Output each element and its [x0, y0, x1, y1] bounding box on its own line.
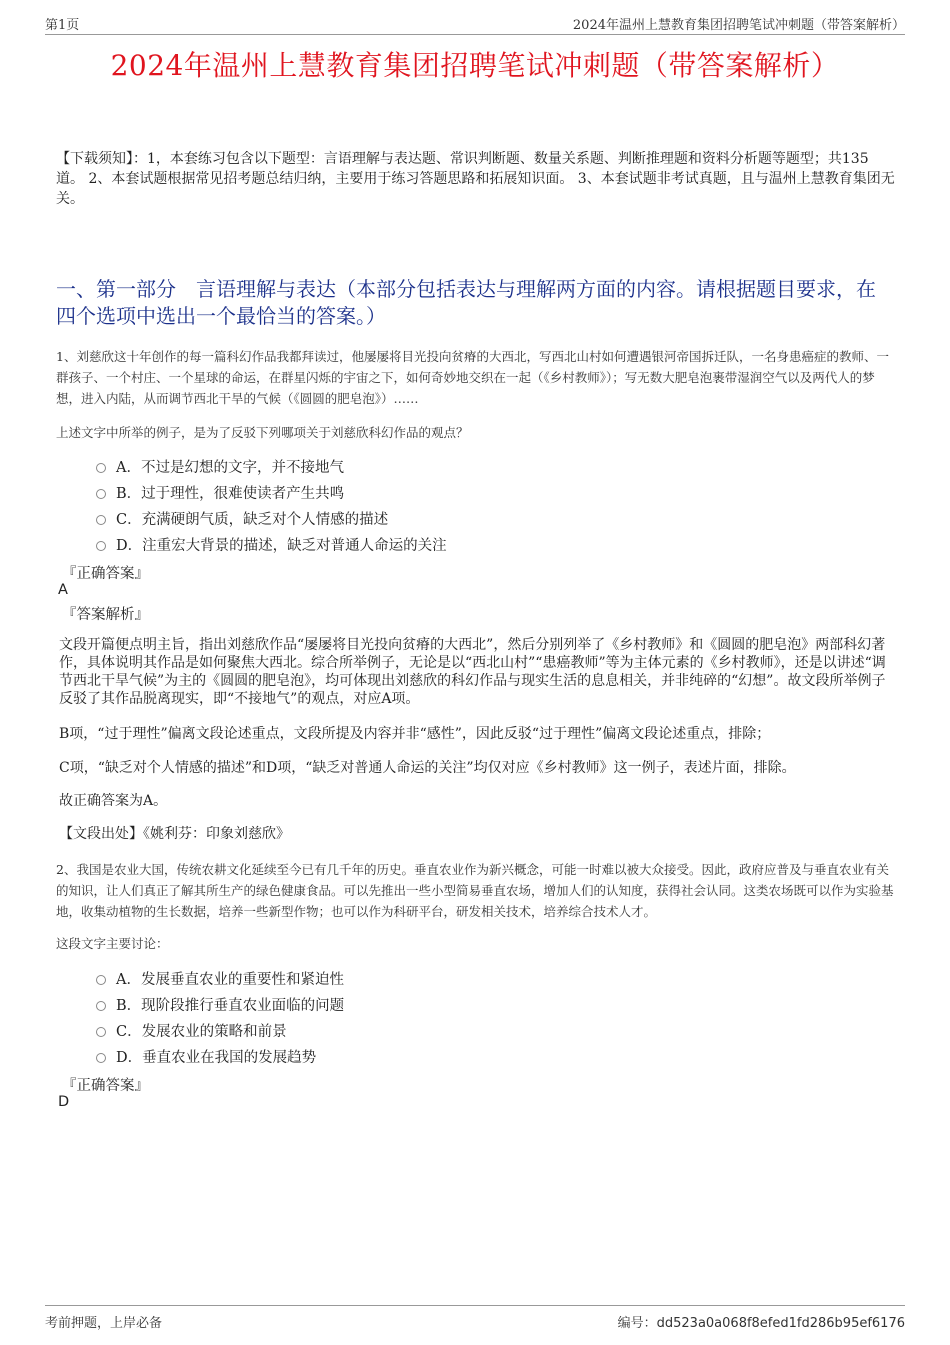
question-2-stem: 这段文字主要讨论：	[56, 936, 169, 951]
radio-icon[interactable]	[96, 1053, 106, 1063]
correct-answer-label: 『正确答案』	[62, 1078, 149, 1094]
correct-answer: D	[58, 1094, 70, 1110]
radio-icon[interactable]	[96, 541, 106, 551]
option-label: D．注重宏大背景的描述，缺乏对普通人命运的关注	[116, 537, 447, 554]
option-a[interactable]	[96, 453, 447, 479]
radio-icon[interactable]	[96, 515, 106, 525]
page-number: 第1页	[45, 18, 80, 33]
footer-slogan: 考前押题，上岸必备	[45, 1316, 163, 1331]
download-notice: 【下载须知】：1，本套练习包含以下题型：言语理解与表达题、常识判断题、数量关系题、判断推理题和资料分析题等题型；共135道。 2、本套试题根据常见招考题总结归纳，主要用于练习答题思路和拓展知识面。 3、本套试题非考试真题，且与温州上慧教育集团无关。	[56, 151, 895, 207]
option-label: A．不过是幻想的文字，并不接地气	[116, 459, 344, 476]
option-c[interactable]	[96, 1017, 344, 1043]
analysis-paragraph: 故正确答案为A。	[59, 793, 168, 809]
analysis-paragraph: C项，“缺乏对个人情感的描述”和D项，“缺乏对普通人命运的关注”均仅对应《乡村教师》这一例子，表述片面，排除。	[59, 760, 796, 776]
option-d[interactable]	[96, 531, 447, 557]
analysis-paragraph: 文段开篇便点明主旨，指出刘慈欣作品“屡屡将目光投向贫瘠的大西北”，然后分别列举了《乡村教师》和《圆圆的肥皂泡》两部科幻著作，具体说明其作品是如何聚焦大西北。综合所举例子，无论是以“西北山村”“患癌教师”等为主体元素的《乡村教师》，还是以讲述“调节西北干旱气候”为主的《圆圆的肥皂泡》，均可体现出刘慈欣的科幻作品与现实生活的息息相关，并非纯碎的“幻想”。故文段所举例子反驳了其作品脱离现实，即“不接地气”的观点，对应A项。	[59, 637, 886, 707]
option-label: A．发展垂直农业的重要性和紧迫性	[116, 971, 344, 988]
option-label: C．充满硬朗气质，缺乏对个人情感的描述	[116, 511, 389, 528]
radio-icon[interactable]	[96, 463, 106, 473]
option-b[interactable]	[96, 479, 447, 505]
footer-code	[618, 1312, 905, 1331]
option-c[interactable]	[96, 505, 447, 531]
option-label: C．发展农业的策略和前景	[116, 1023, 287, 1040]
radio-icon[interactable]	[96, 1027, 106, 1037]
section-heading: 一、第一部分 言语理解与表达（本部分包括表达与理解两方面的内容。请根据题目要求，在四个选项中选出一个最恰当的答案。）	[56, 277, 876, 328]
radio-icon[interactable]	[96, 975, 106, 985]
correct-answer: A	[58, 582, 68, 598]
header-doc-title: 2024年温州上慧教育集团招聘笔试冲刺题（带答案解析）	[572, 18, 905, 33]
analysis-label: 『答案解析』	[62, 607, 149, 623]
option-label: B．过于理性，很难使读者产生共鸣	[116, 485, 345, 502]
option-b[interactable]	[96, 991, 344, 1017]
option-d[interactable]	[96, 1043, 344, 1069]
option-a[interactable]	[96, 965, 344, 991]
option-label: B．现阶段推行垂直农业面临的问题	[116, 997, 345, 1014]
option-label: D．垂直农业在我国的发展趋势	[116, 1049, 317, 1066]
page-footer	[45, 1305, 905, 1331]
page-header	[45, 14, 905, 35]
question-2-text: 2、我国是农业大国，传统农耕文化延续至今已有几千年的历史。垂直农业作为新兴概念，可能一时难以被大众接受。因此，政府应普及与垂直农业有关的知识，让人们真正了解其所生产的绿色健康食品。可以先推出一些小型简易垂直农场，增加人们的认知度，获得社会认同。这类农场既可以作为实验基地，收集动植物的生长数据，培养一些新型作物；也可以作为科研平台，研发相关技术，培养综合技术人才。	[56, 862, 894, 919]
source-citation: 【文段出处】《姚利芬：印象刘慈欣》	[59, 826, 290, 842]
question-1-options	[96, 453, 447, 557]
question-1-stem: 上述文字中所举的例子，是为了反驳下列哪项关于刘慈欣科幻作品的观点？	[56, 425, 469, 440]
correct-answer-label: 『正确答案』	[62, 566, 149, 582]
analysis-paragraph: B项，“过于理性”偏离文段论述重点，文段所提及内容并非“感性”，因此反驳“过于理性”偏离文段论述重点，排除；	[59, 726, 771, 742]
footer-code-value: dd523a0a068f8efed1fd286b95ef6176	[656, 1316, 905, 1331]
document-title: 2024年温州上慧教育集团招聘笔试冲刺题（带答案解析）	[110, 49, 840, 82]
footer-code-label: 编号：	[617, 1316, 657, 1331]
radio-icon[interactable]	[96, 1001, 106, 1011]
question-2-options	[96, 965, 344, 1069]
question-1-text: 1、刘慈欣这十年创作的每一篇科幻作品我都拜读过，他屡屡将目光投向贫瘠的大西北，写西北山村如何遭遇银河帝国拆迁队，一名身患癌症的教师、一群孩子、一个村庄、一个星球的命运，在群星闪烁的宇宙之下，如何奇妙地交织在一起（《乡村教师》）；写无数大肥皂泡裹带湿润空气以及两代人的梦想，进入内陆，从而调节西北干旱的气候（《圆圆的肥皂泡》）……	[56, 349, 889, 406]
radio-icon[interactable]	[96, 489, 106, 499]
